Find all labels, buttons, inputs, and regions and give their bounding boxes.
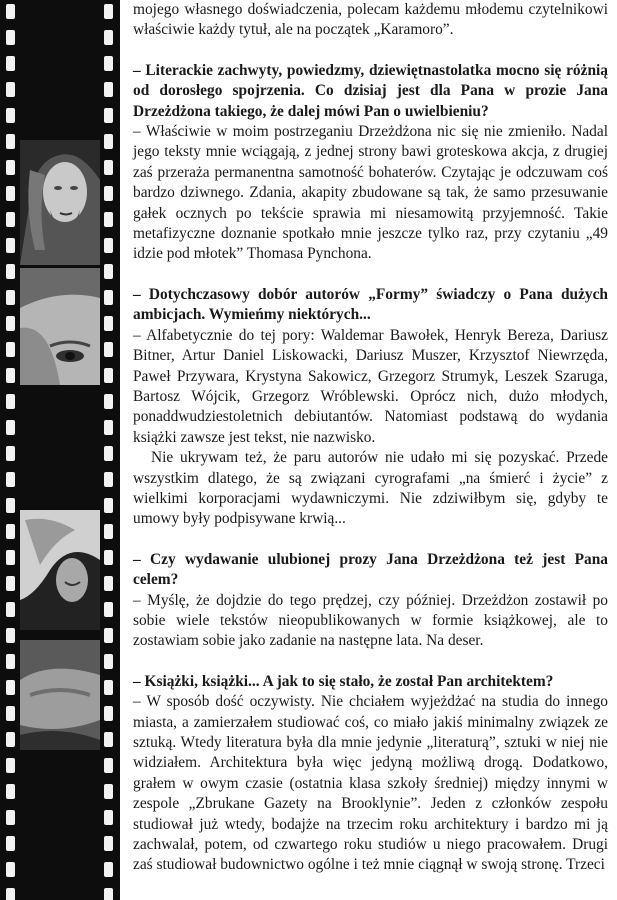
film-perforation bbox=[104, 888, 113, 900]
film-perforation bbox=[104, 368, 113, 383]
interview-question: – Czy wydawanie ulubionej prozy Jana Drzeżdżona też jest Pana celem? bbox=[133, 550, 608, 589]
film-perforation bbox=[104, 836, 113, 851]
film-perforation bbox=[6, 446, 15, 461]
film-perforation bbox=[6, 56, 15, 71]
film-perforation bbox=[6, 186, 15, 201]
film-perforation bbox=[6, 342, 15, 357]
film-perforation bbox=[104, 186, 113, 201]
film-perforation bbox=[6, 394, 15, 409]
film-perforation bbox=[104, 420, 113, 435]
film-perforation bbox=[104, 654, 113, 669]
film-perforation bbox=[104, 810, 113, 825]
film-perforation bbox=[6, 602, 15, 617]
film-perforation bbox=[104, 82, 113, 97]
film-perforation bbox=[6, 836, 15, 851]
film-perforation bbox=[104, 108, 113, 123]
film-perforation bbox=[104, 602, 113, 617]
film-perforation bbox=[6, 628, 15, 643]
film-perforation bbox=[6, 862, 15, 877]
film-perforation bbox=[6, 472, 15, 487]
answer-paragraph: – Alfabetycznie do tej pory: Waldemar Bawołek, Henryk Bereza, Dariusz Bitner, Artur Daniel Liskowacki, Dariusz Muszer, Krzysztof Niewrzęda, Paweł Przywara, Krystyna Sakowicz, Grzegorz Strumyk, Leszek Szaruga, Bartosz Wójcik, Grzegorz Wróblewski. Oprócz nich, dużo młodych, ponaddwudziestoletnich debiutantów. Natomiast podstawą do wydania książki zawsze jest tekst, nie nazwisko. bbox=[133, 326, 608, 446]
film-perforation bbox=[6, 810, 15, 825]
film-perforation bbox=[6, 264, 15, 279]
film-perforation bbox=[104, 56, 113, 71]
interview-question: – Literackie zachwyty, powiedzmy, dziewiętnastolatka mocno się różnią od dorosłego spojrzenia. Co dzisiaj jest dla Pana w prozie Jana Drzeżdżona takiego, że dalej mówi Pan o uwielbieniu? bbox=[133, 61, 608, 120]
film-perforation bbox=[104, 862, 113, 877]
film-perforation bbox=[104, 550, 113, 565]
film-perforation bbox=[6, 368, 15, 383]
film-perforation bbox=[104, 316, 113, 331]
film-perforation bbox=[104, 498, 113, 513]
film-perforation bbox=[104, 264, 113, 279]
film-perforation bbox=[6, 654, 15, 669]
film-perforation bbox=[6, 706, 15, 721]
film-perforation bbox=[6, 4, 15, 19]
photo-head-bowed bbox=[20, 510, 100, 630]
answer-paragraph: – Właściwie w moim postrzeganiu Drzeżdżona nic się nie zmieniło. Nadal jego teksty mnie wciągają, z jednej strony bawi groteskowa akcja, z drugiej zaś przeraża permanentna samotność bohaterów. Czytając je odczuwam coś bardzo dziwnego. Zdania, akapity zbudowane są tak, że samo przesuwanie gałek ocznych po tekście sprawia mi niesamowitą przyjemność. Takie metafizyczne doznanie spotkało mnie jeszcze tylko raz, przy czytaniu „49 idzie pod młotek” Thomasa Pynchona. bbox=[133, 123, 608, 263]
film-perforation bbox=[6, 134, 15, 149]
interview-question: – Dotychczasowy dobór autorów „Formy” świadczy o Pana dużych ambicjach. Wymieńmy niektórych... bbox=[133, 285, 608, 324]
film-perforation bbox=[6, 524, 15, 539]
film-perforation bbox=[6, 888, 15, 900]
film-perforation bbox=[104, 134, 113, 149]
photo-face-closeup bbox=[20, 268, 100, 385]
film-perforation bbox=[6, 108, 15, 123]
film-perforation bbox=[104, 628, 113, 643]
photo-hand-closeup bbox=[20, 640, 100, 750]
film-perforation bbox=[104, 758, 113, 773]
film-perforation bbox=[104, 680, 113, 695]
film-perforation bbox=[6, 550, 15, 565]
film-perforation bbox=[104, 290, 113, 305]
answer-paragraph: mojego własnego doświadczenia, polecam każdemu młodemu czytelnikowi właściwie każdy tytuł, ale na początek „Karamoro”. bbox=[133, 1, 608, 39]
film-perforation bbox=[104, 30, 113, 45]
film-perforation bbox=[104, 706, 113, 721]
film-perforation bbox=[6, 680, 15, 695]
film-perforation bbox=[6, 576, 15, 591]
article-body bbox=[133, 0, 608, 876]
film-perforation bbox=[6, 30, 15, 45]
film-perforation bbox=[6, 758, 15, 773]
film-perforation bbox=[6, 238, 15, 253]
film-perforation bbox=[104, 4, 113, 19]
film-perforation bbox=[6, 212, 15, 227]
film-perforation bbox=[6, 316, 15, 331]
film-perforation bbox=[104, 446, 113, 461]
film-perforation bbox=[6, 420, 15, 435]
film-perforation bbox=[104, 784, 113, 799]
filmstrip bbox=[0, 0, 120, 900]
film-perforation bbox=[104, 576, 113, 591]
film-perforation bbox=[6, 82, 15, 97]
film-perforation bbox=[104, 238, 113, 253]
film-perforation bbox=[6, 290, 15, 305]
film-perforation bbox=[104, 394, 113, 409]
interview-question: – Książki, książki... A jak to się stało, że został Pan architektem? bbox=[133, 672, 554, 690]
answer-paragraph: Nie ukrywam też, że paru autorów nie udało mi się pozyskać. Przede wszystkim dlatego, że są związani cyrografami „na śmierć i życie” z wielkimi korporacjami wydawniczymi. Nie zdziwiłbym się, gdyby te umowy były podpisywane krwią... bbox=[133, 449, 608, 528]
film-perforation bbox=[6, 498, 15, 513]
film-perforation bbox=[6, 732, 15, 747]
film-perforation bbox=[104, 732, 113, 747]
film-perforation bbox=[104, 212, 113, 227]
answer-paragraph: – W sposób dość oczywisty. Nie chciałem wyjeżdżać na studia do innego miasta, a zamierzałem studiować coś, co miało jakiś minimalny związek ze sztuką. Wtedy literatura była dla mnie jedynie „literaturą”, sztuki w niej nie widziałem. Architektura była więc jedyną możliwą drogą. Dodatkowo, grałem w owym czasie (ostatnia klasa szkoły średniej) między innymi w zespole „Zbrukane Gazety na Brooklynie”. Jeden z członków zespołu studiował już wtedy, bodajże na trzecim roku architektury i bardzo mi ją zachwalał, potem, od czwartego roku studiów u niego pracowałem. Drugi zaś studiował budownictwo ogólne i też mnie ciągnął w swoją stronę. Trzeci bbox=[133, 693, 608, 874]
film-perforation bbox=[104, 160, 113, 175]
film-perforation bbox=[6, 784, 15, 799]
film-perforation bbox=[104, 524, 113, 539]
film-perforation bbox=[104, 472, 113, 487]
photo-portrait-bearded-man bbox=[20, 140, 100, 265]
film-perforation bbox=[104, 342, 113, 357]
answer-paragraph: – Myślę, że dojdzie do tego prędzej, czy później. Drzeżdżon zostawił po sobie wiele tekstów nieopublikowanych w formie książkowej, ale to zostawiam sobie jako zadanie na następne lata. Na deser. bbox=[133, 591, 608, 650]
film-perforation bbox=[6, 160, 15, 175]
